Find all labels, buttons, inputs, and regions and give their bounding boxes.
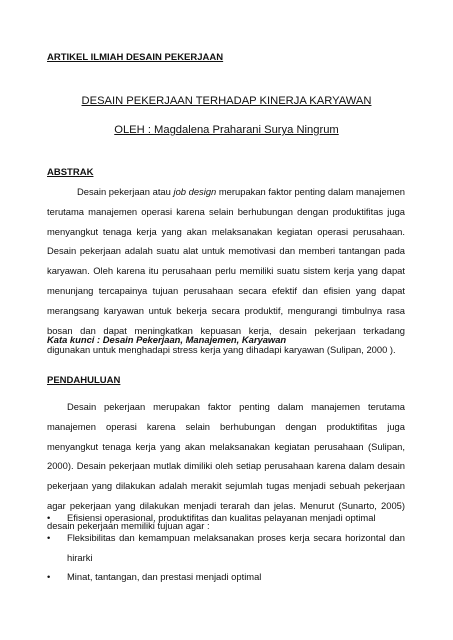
abstract-heading: ABSTRAK [47, 167, 94, 178]
document-header: ARTIKEL ILMIAH DESAIN PEKERJAAN [47, 52, 224, 63]
keywords-line: Kata kunci : Desain Pekerjaan, Manajemen, Karyawan [47, 334, 287, 345]
article-title: DESAIN PEKERJAAN TERHADAP KINERJA KARYAWAN [81, 95, 372, 107]
bullet-icon: • [47, 512, 51, 523]
list-item [47, 508, 405, 528]
bullet-icon: • [47, 531, 51, 543]
abstract-text-start: Desain pekerjaan atau [77, 186, 174, 197]
abstract-italic-term: job design [173, 186, 217, 197]
introduction-paragraph: Desain pekerjaan merupakan faktor penting dalam manajemen terutama manajemen operasi karena selain berhubungan dengan produktifitas juga menyangkut tenaga kerja yang akan melaksanakan kegiatan perusahaan (Sulipan, 2000). Desain pekerjaan mutlak dimiliki oleh setiap perusahaan karena dalam desain pekerjaan yang dilakukan adalah merakit sejumlah tugas menjadi sebuah pekerjaan agar pekerjaan yang dilakukan menjadi terarah dan jelas. Menurut (Sunarto, 2005) desain pekerjaan memiliki tujuan agar : [47, 401, 405, 531]
list-item-text: Fleksibilitas dan kemampuan melaksanakan proses kerja secara horizontal dan hirarki [67, 531, 405, 563]
list-item [47, 528, 405, 568]
list-item [47, 567, 405, 587]
introduction-heading: PENDAHULUAN [47, 375, 121, 386]
author-line: OLEH : Magdalena Praharani Surya Ningrum [114, 124, 339, 136]
list-item-text: Efisiensi operasional, produktifitas dan kualitas pelayanan menjadi optimal [67, 512, 376, 523]
abstract-text-rest: merupakan faktor penting dalam manajemen terutama manajemen operasi karena selain berhubungan dengan produktifitas juga menyangkut tenaga kerja yang akan melaksanakan kegiatan operasi perusahaan. Desain pekerjaan adalah suatu alat untuk memotivasi dan memberi tantangan pada karyawan. Oleh karena itu perusahaan perlu memiliki suatu sistem kerja yang dapat menunjang tercapainya tujuan perusahaan secara efektif dan efisien yang dapat merangsang karyawan untuk bekerja secara produktif, mengurangi timbulnya rasa bosan dan dapat meningkatkan kepuasan kerja, desain pekerjaan terkadang digunakan untuk menghadapi stress kerja yang dihadapi karyawan (Sulipan, 2000 ). [47, 186, 405, 356]
list-item-text: Minat, tantangan, dan prestasi menjadi optimal [67, 571, 262, 583]
bullet-icon: • [47, 571, 51, 583]
objectives-list [47, 508, 405, 587]
